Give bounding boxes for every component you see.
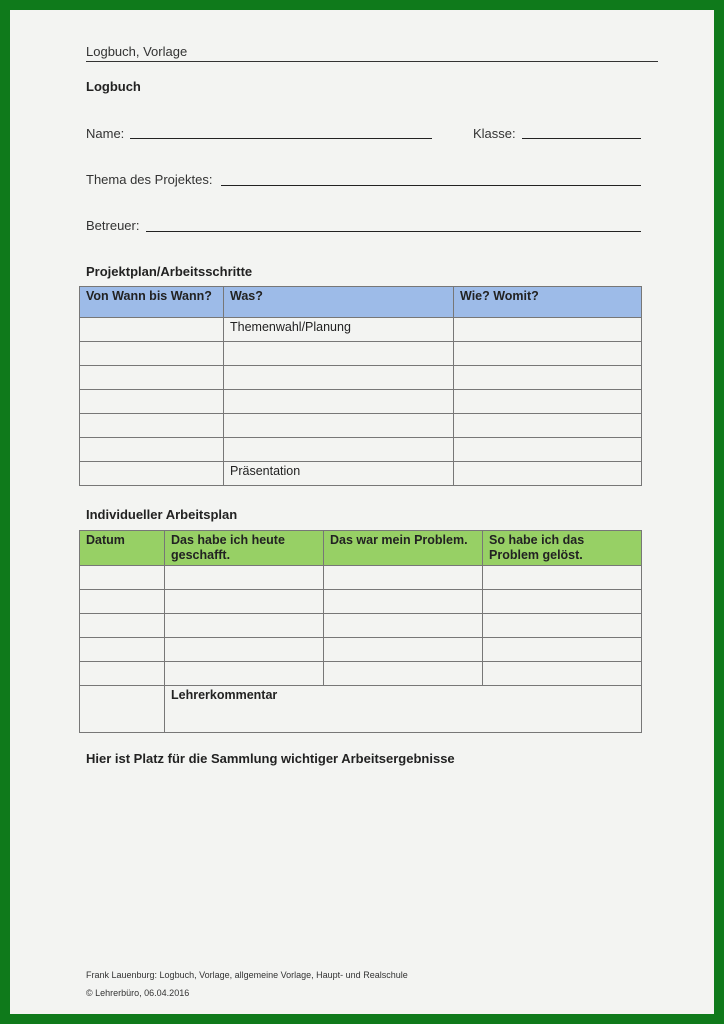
thema-label: Thema des Projektes: xyxy=(86,172,213,187)
table-cell[interactable] xyxy=(454,342,642,366)
table-row xyxy=(80,662,642,686)
table-cell[interactable] xyxy=(483,590,642,614)
table-cell[interactable] xyxy=(80,366,224,390)
table-cell[interactable] xyxy=(324,566,483,590)
klasse-line[interactable] xyxy=(522,138,641,139)
table-cell[interactable] xyxy=(80,590,165,614)
comment-row xyxy=(80,686,642,733)
table-cell[interactable] xyxy=(483,662,642,686)
table-row xyxy=(80,462,642,486)
table-row xyxy=(80,438,642,462)
table-cell[interactable] xyxy=(324,614,483,638)
table-cell[interactable] xyxy=(454,438,642,462)
column-header: So habe ich das Problem gelöst. xyxy=(483,531,642,566)
betreuer-line[interactable] xyxy=(146,231,641,232)
table-row xyxy=(80,414,642,438)
document-page xyxy=(10,10,714,1014)
table-cell[interactable] xyxy=(454,390,642,414)
table-cell[interactable] xyxy=(224,366,454,390)
table-cell[interactable] xyxy=(165,614,324,638)
column-header: Das war mein Problem. xyxy=(324,531,483,566)
header-rule xyxy=(86,61,658,62)
column-header: Von Wann bis Wann? xyxy=(80,287,224,318)
table-row xyxy=(80,614,642,638)
arbeitsplan-table xyxy=(79,530,642,733)
betreuer-label: Betreuer: xyxy=(86,218,140,233)
table-cell[interactable] xyxy=(454,462,642,486)
footer-line-2: © Lehrerbüro, 06.04.2016 xyxy=(86,988,190,998)
footer-line-1: Frank Lauenburg: Logbuch, Vorlage, allgemeine Vorlage, Haupt- und Realschule xyxy=(86,970,408,980)
table-cell[interactable] xyxy=(165,566,324,590)
table-row xyxy=(80,390,642,414)
name-label: Name: xyxy=(86,126,125,141)
table-cell[interactable] xyxy=(224,438,454,462)
column-header: Was? xyxy=(224,287,454,318)
name-line[interactable] xyxy=(130,138,432,139)
table-cell[interactable] xyxy=(324,638,483,662)
lehrerkommentar-cell[interactable]: Lehrerkommentar xyxy=(165,686,642,733)
table-cell[interactable] xyxy=(224,390,454,414)
table-cell[interactable] xyxy=(165,662,324,686)
table-row xyxy=(80,566,642,590)
table-cell[interactable] xyxy=(483,566,642,590)
table-cell[interactable] xyxy=(80,390,224,414)
projektplan-heading: Projektplan/Arbeitsschritte xyxy=(86,264,253,279)
table-cell[interactable] xyxy=(224,342,454,366)
thema-line[interactable] xyxy=(221,185,641,186)
projektplan-table xyxy=(79,286,642,486)
table-cell[interactable] xyxy=(80,462,224,486)
arbeitsplan-header-row xyxy=(80,531,642,566)
table-row xyxy=(80,342,642,366)
table-cell[interactable] xyxy=(454,318,642,342)
table-cell[interactable] xyxy=(80,662,165,686)
table-row xyxy=(80,638,642,662)
table-row xyxy=(80,318,642,342)
table-cell[interactable] xyxy=(165,590,324,614)
table-cell[interactable]: Präsentation xyxy=(224,462,454,486)
header-title: Logbuch, Vorlage xyxy=(86,44,188,59)
arbeitsplan-heading: Individueller Arbeitsplan xyxy=(86,507,238,522)
table-cell[interactable] xyxy=(165,638,324,662)
sammlung-heading: Hier ist Platz für die Sammlung wichtiger Arbeitsergebnisse xyxy=(86,751,455,766)
table-cell[interactable] xyxy=(80,614,165,638)
klasse-label: Klasse: xyxy=(473,126,516,141)
table-cell[interactable] xyxy=(324,662,483,686)
table-cell[interactable] xyxy=(224,414,454,438)
table-cell[interactable] xyxy=(454,414,642,438)
table-cell[interactable] xyxy=(483,614,642,638)
table-cell[interactable] xyxy=(80,414,224,438)
projektplan-header-row xyxy=(80,287,642,318)
table-cell[interactable] xyxy=(454,366,642,390)
table-cell[interactable] xyxy=(80,318,224,342)
table-cell[interactable] xyxy=(80,686,165,733)
table-cell[interactable]: Themenwahl/Planung xyxy=(224,318,454,342)
table-cell[interactable] xyxy=(80,438,224,462)
table-cell[interactable] xyxy=(80,566,165,590)
column-header: Datum xyxy=(80,531,165,566)
table-row xyxy=(80,590,642,614)
table-cell[interactable] xyxy=(80,342,224,366)
table-row xyxy=(80,366,642,390)
table-cell[interactable] xyxy=(80,638,165,662)
column-header: Wie? Womit? xyxy=(454,287,642,318)
main-title: Logbuch xyxy=(86,79,141,94)
column-header: Das habe ich heute geschafft. xyxy=(165,531,324,566)
table-cell[interactable] xyxy=(483,638,642,662)
table-cell[interactable] xyxy=(324,590,483,614)
